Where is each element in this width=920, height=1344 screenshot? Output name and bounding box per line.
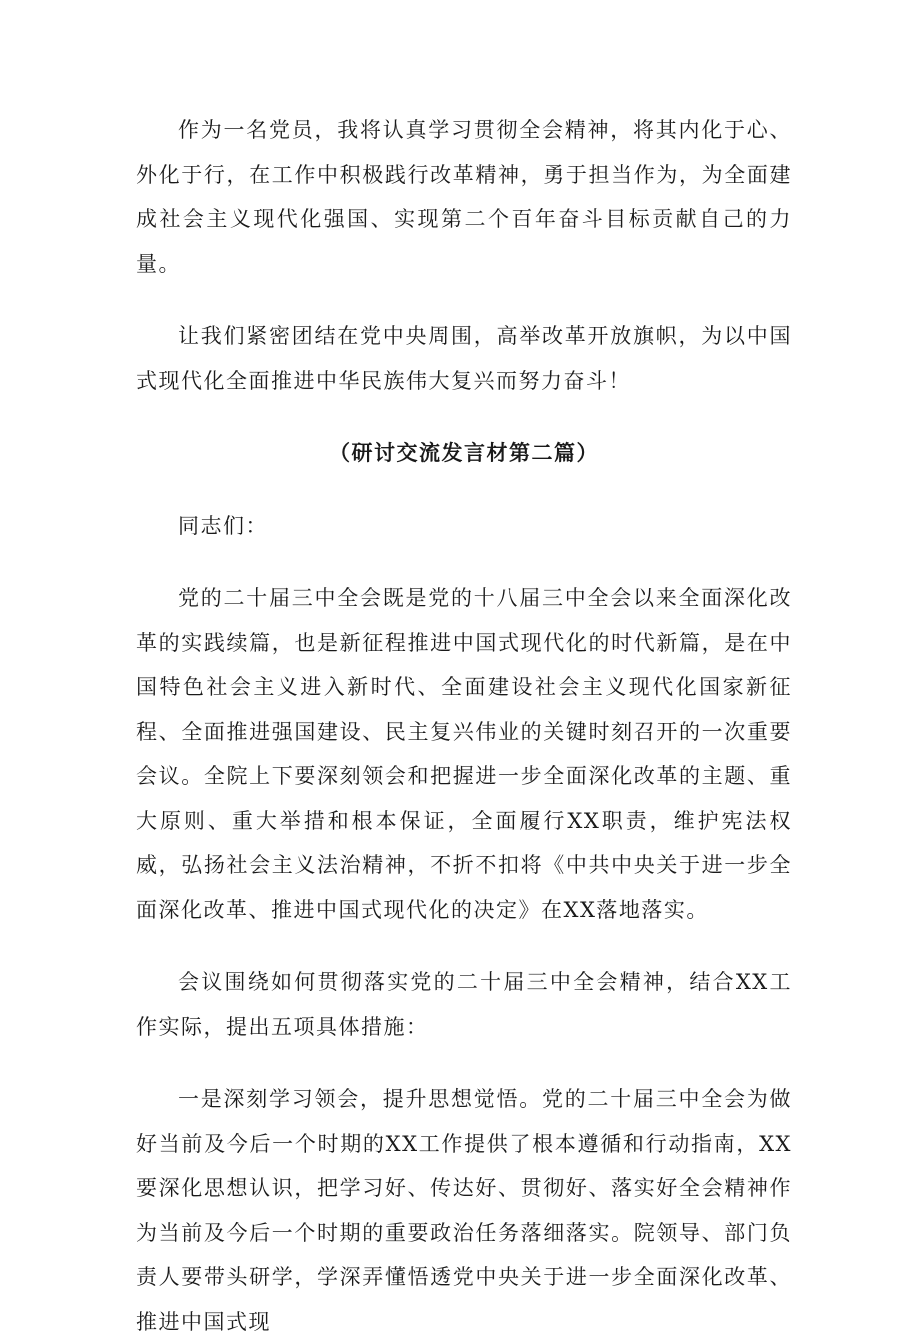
paragraph-gap — [136, 476, 792, 504]
paragraph-measures-intro: 会议围绕如何贯彻落实党的二十届三中全会精神，结合XX工作实际，提出五项具体措施： — [136, 970, 792, 1039]
paragraph-gap — [136, 403, 792, 431]
salutation: 同志们： — [178, 513, 268, 538]
paragraph-party-member: 作为一名党员，我将认真学习贯彻全会精神，将其内化于心、外化于行，在工作中积极践行改革精神，勇于担当作为，为全面建成社会主义现代化强国、实现第二个百年奋斗目标贡献自己的力量。 — [136, 118, 792, 276]
paragraph-unite: 让我们紧密团结在党中央周围，高举改革开放旗帜，为以中国式现代化全面推进中华民族伟大复兴而努力奋斗！ — [136, 324, 792, 393]
section-title: （研讨交流发言材第二篇） — [329, 440, 599, 465]
paragraph-gap — [136, 286, 792, 314]
paragraph-plenary-session: 党的二十届三中全会既是党的十八届三中全会以来全面深化改革的实践续篇，也是新征程推进中国式现代化的时代新篇，是在中国特色社会主义进入新时代、全面建设社会主义现代化国家新征程、全面推进强国建设、民主复兴伟业的关键时刻召开的一次重要会议。全院上下要深刻领会和把握进一步全面深化改革的主题、重大原则、重大举措和根本保证，全面履行XX职责，维护宪法权威，弘扬社会主义法治精神，不折不扣将《中共中央关于进一步全面深化改革、推进中国式现代化的决定》在XX落地落实。 — [136, 586, 792, 922]
paragraph-gap — [136, 548, 792, 576]
paragraph-measure-one: 一是深刻学习领会，提升思想觉悟。党的二十届三中全会为做好当前及今后一个时期的XX工作提供了根本遵循和行动指南，XX要深化思想认识，把学习好、传达好、贯彻好、落实好全会精神作为当前及今后一个时期的重要政治任务落细落实。院领导、部门负责人要带头研学，学深弄懂悟透党中央关于进一步全面深化改革、推进中国式现 — [136, 1087, 792, 1334]
paragraph-gap — [136, 1049, 792, 1077]
paragraph-gap — [136, 932, 792, 960]
